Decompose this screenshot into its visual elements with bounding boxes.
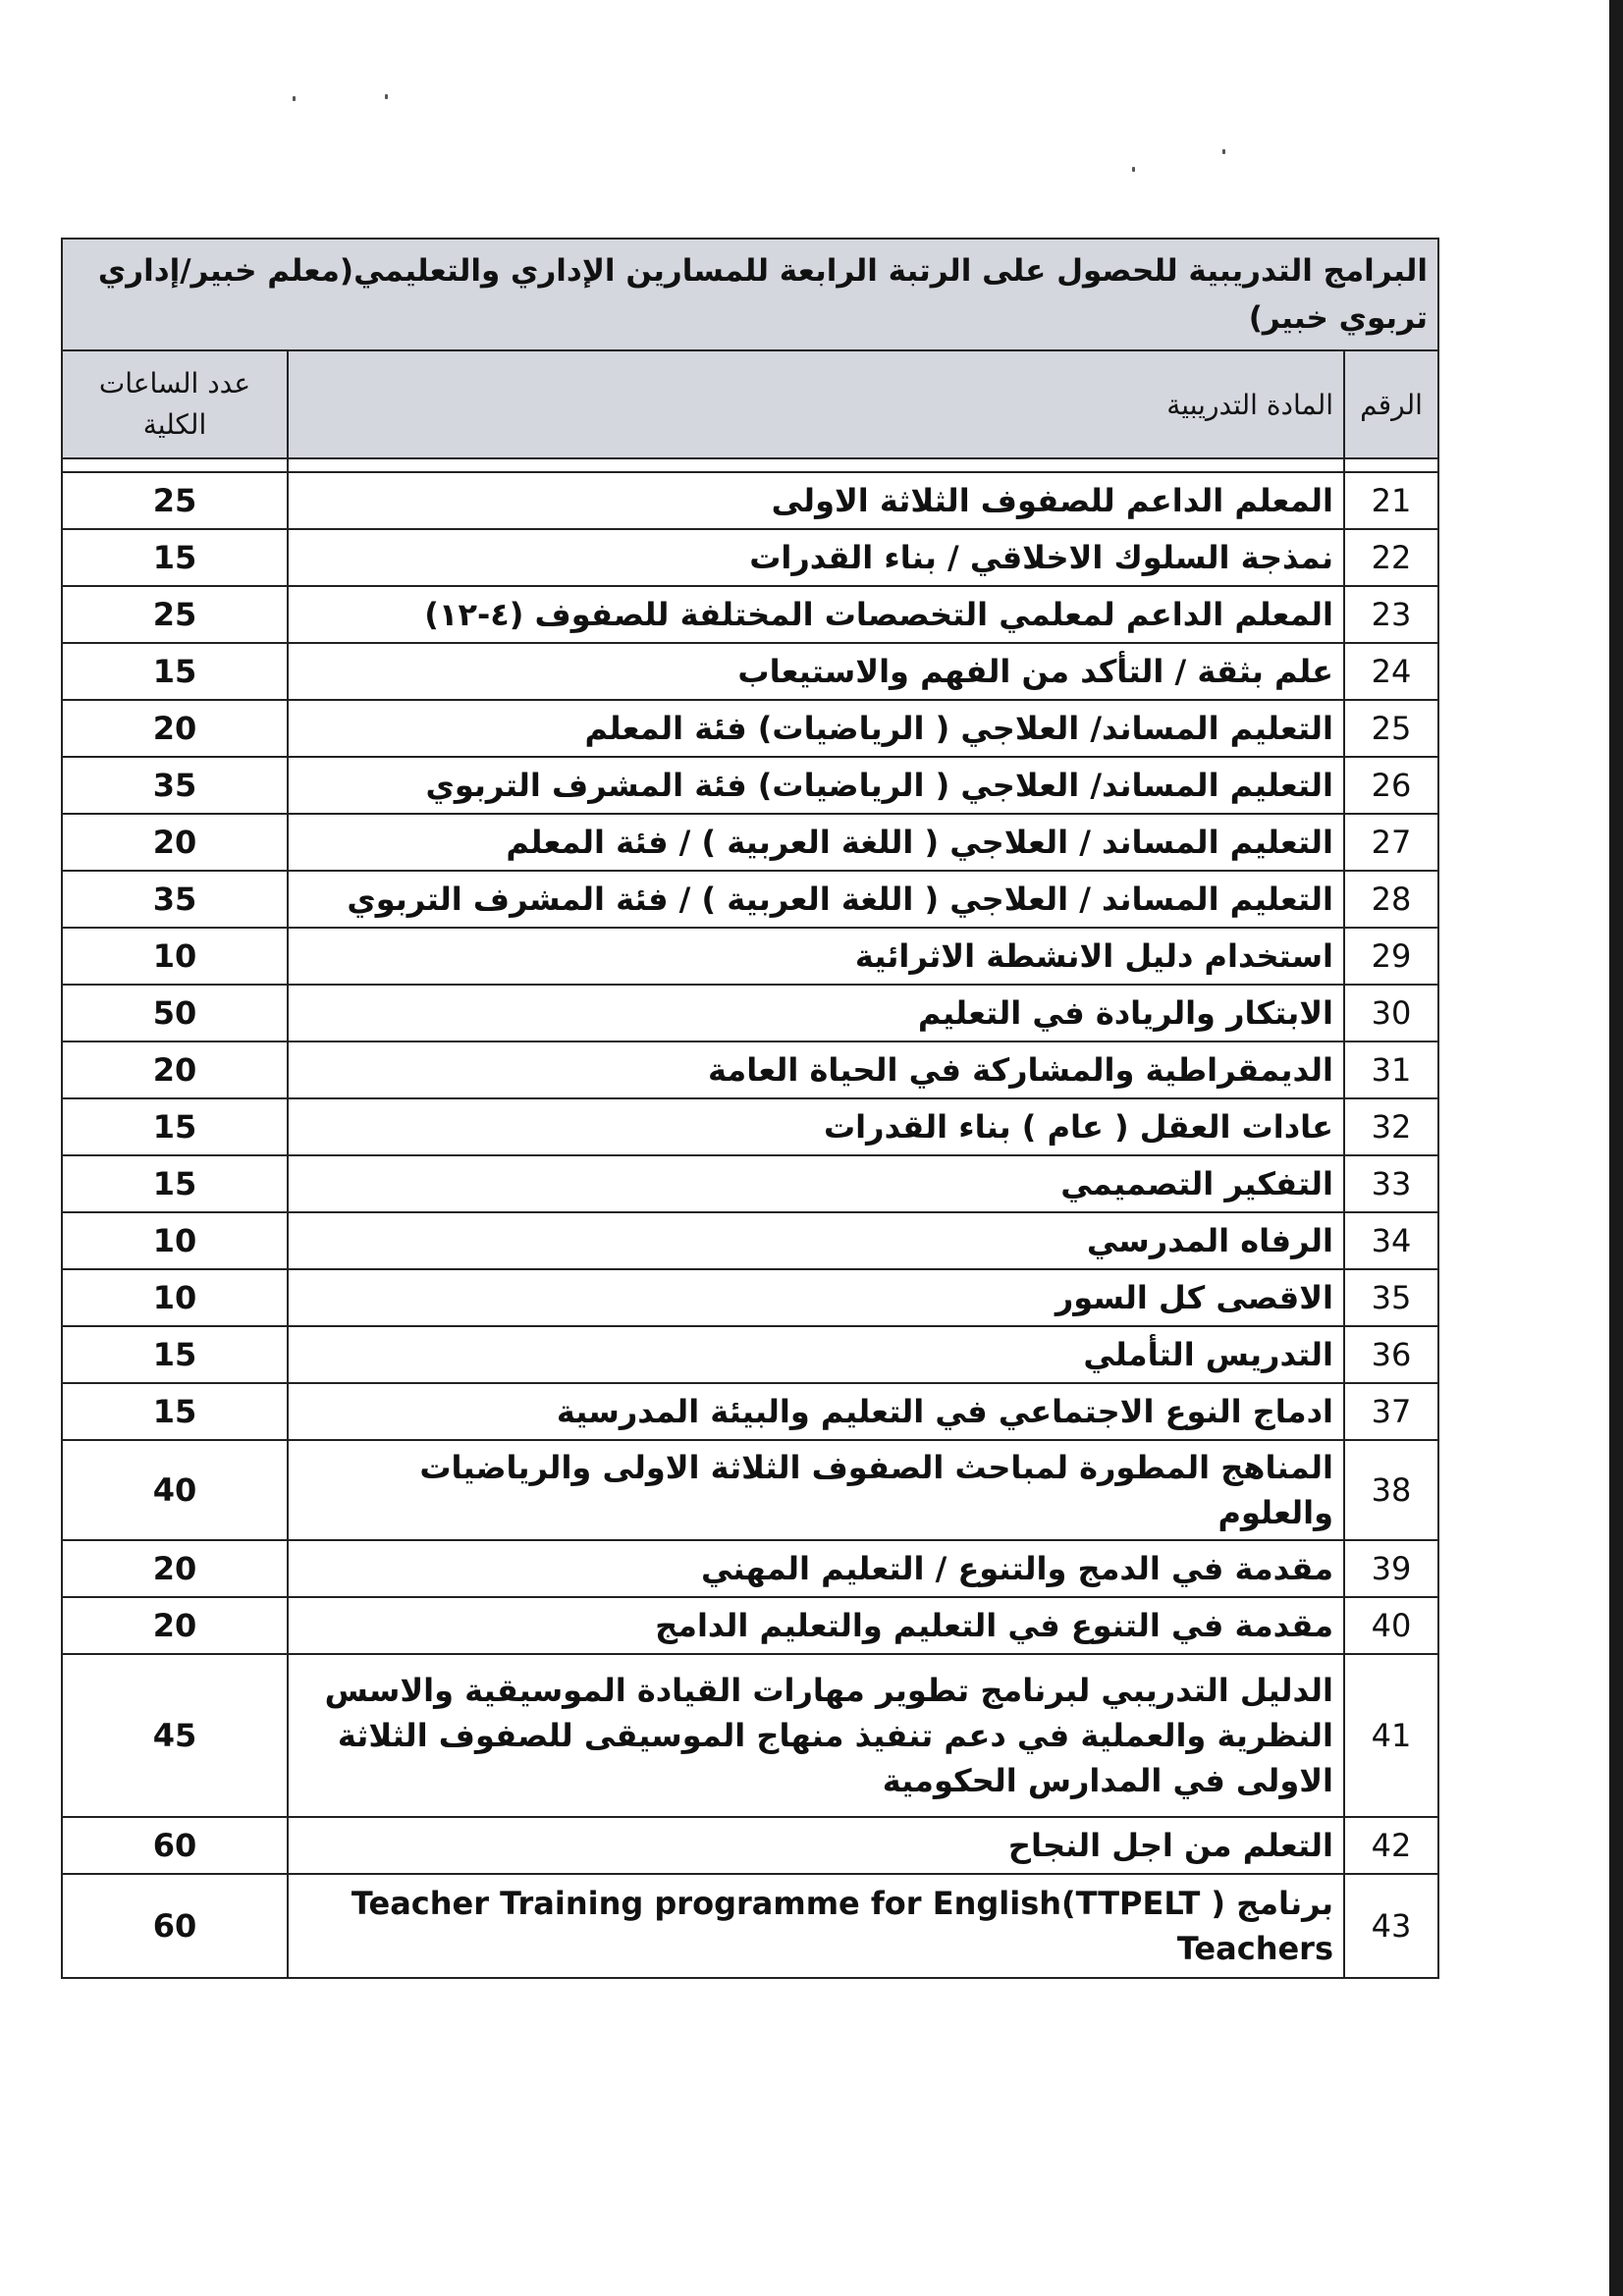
row-subject: برنامج ( Teacher Training programme for English(TTPELT Teachers [288, 1874, 1344, 1978]
row-hours: 20 [62, 1041, 288, 1098]
table-row [62, 1383, 1438, 1440]
row-number: 21 [1344, 472, 1438, 529]
row-hours: 40 [62, 1440, 288, 1540]
row-subject: التعليم المساند/ العلاجي ( الرياضيات) فئة المشرف التربوي [288, 757, 1344, 814]
row-number: 30 [1344, 985, 1438, 1041]
row-number: 42 [1344, 1817, 1438, 1874]
row-subject: مقدمة في التنوع في التعليم والتعليم الدامج [288, 1597, 1344, 1654]
row-subject: التدريس التأملي [288, 1326, 1344, 1383]
row-hours: 10 [62, 928, 288, 985]
row-number: 26 [1344, 757, 1438, 814]
column-header-subject: المادة التدريبية [288, 350, 1344, 458]
table-row [62, 757, 1438, 814]
row-number: 35 [1344, 1269, 1438, 1326]
row-number: 27 [1344, 814, 1438, 871]
table-title: البرامج التدريبية للحصول على الرتبة الرابعة للمسارين الإداري والتعليمي(معلم خبير/إداري تربوي خبير) [62, 239, 1438, 350]
row-hours: 10 [62, 1212, 288, 1269]
row-subject: عادات العقل ( عام ) بناء القدرات [288, 1098, 1344, 1155]
training-programs-sheet [61, 238, 1437, 1979]
row-number: 40 [1344, 1597, 1438, 1654]
row-subject: الابتكار والريادة في التعليم [288, 985, 1344, 1041]
row-hours: 50 [62, 985, 288, 1041]
table-row [62, 1440, 1438, 1540]
row-subject: مقدمة في الدمج والتنوع / التعليم المهني [288, 1540, 1344, 1597]
column-header-hours: عدد الساعات الكلية [62, 350, 288, 458]
row-subject: الديمقراطية والمشاركة في الحياة العامة [288, 1041, 1344, 1098]
table-row [62, 985, 1438, 1041]
row-number: 39 [1344, 1540, 1438, 1597]
table-row [62, 814, 1438, 871]
row-subject: التفكير التصميمي [288, 1155, 1344, 1212]
header-row [62, 350, 1438, 458]
row-number: 36 [1344, 1326, 1438, 1383]
row-subject: ادماج النوع الاجتماعي في التعليم والبيئة المدرسية [288, 1383, 1344, 1440]
row-subject: التعلم من اجل النجاح [288, 1817, 1344, 1874]
table-row [62, 1098, 1438, 1155]
scan-speck [385, 94, 388, 99]
row-number: 28 [1344, 871, 1438, 928]
table-row [62, 1597, 1438, 1654]
row-hours: 15 [62, 1155, 288, 1212]
row-subject: استخدام دليل الانشطة الاثرائية [288, 928, 1344, 985]
table-row [62, 1041, 1438, 1098]
table-row [62, 700, 1438, 757]
column-header-number: الرقم [1344, 350, 1438, 458]
row-subject: التعليم المساند / العلاجي ( اللغة العربية ) / فئة المعلم [288, 814, 1344, 871]
training-programs-table [61, 238, 1439, 1979]
row-subject: نمذجة السلوك الاخلاقي / بناء القدرات [288, 529, 1344, 586]
row-number: 23 [1344, 586, 1438, 643]
table-row [62, 1540, 1438, 1597]
table-row [62, 586, 1438, 643]
row-hours: 60 [62, 1817, 288, 1874]
row-number: 43 [1344, 1874, 1438, 1978]
row-hours: 20 [62, 700, 288, 757]
row-hours: 15 [62, 1326, 288, 1383]
table-row [62, 472, 1438, 529]
row-number: 37 [1344, 1383, 1438, 1440]
row-hours: 10 [62, 1269, 288, 1326]
table-row [62, 1654, 1438, 1817]
table-row [62, 1326, 1438, 1383]
table-row [62, 1212, 1438, 1269]
row-hours: 35 [62, 757, 288, 814]
scan-edge [1609, 0, 1623, 2296]
row-hours: 20 [62, 814, 288, 871]
row-subject: الرفاه المدرسي [288, 1212, 1344, 1269]
row-subject: علم بثقة / التأكد من الفهم والاستيعاب [288, 643, 1344, 700]
scan-speck [1222, 149, 1225, 154]
title-row [62, 239, 1438, 350]
table-row [62, 928, 1438, 985]
row-hours: 45 [62, 1654, 288, 1817]
row-number: 41 [1344, 1654, 1438, 1817]
row-subject: المعلم الداعم للصفوف الثلاثة الاولى [288, 472, 1344, 529]
row-number: 32 [1344, 1098, 1438, 1155]
header-gap [62, 458, 1438, 472]
row-hours: 15 [62, 1383, 288, 1440]
row-subject: التعليم المساند / العلاجي ( اللغة العربية ) / فئة المشرف التربوي [288, 871, 1344, 928]
table-row [62, 1269, 1438, 1326]
row-number: 24 [1344, 643, 1438, 700]
row-number: 29 [1344, 928, 1438, 985]
scan-speck [293, 96, 296, 101]
row-hours: 15 [62, 529, 288, 586]
row-number: 25 [1344, 700, 1438, 757]
row-number: 31 [1344, 1041, 1438, 1098]
table-row [62, 1155, 1438, 1212]
table-row [62, 1817, 1438, 1874]
row-subject: المناهج المطورة لمباحث الصفوف الثلاثة الاولى والرياضيات والعلوم [288, 1440, 1344, 1540]
scan-speck [1132, 167, 1135, 172]
row-hours: 15 [62, 1098, 288, 1155]
row-hours: 15 [62, 643, 288, 700]
row-number: 33 [1344, 1155, 1438, 1212]
row-hours: 60 [62, 1874, 288, 1978]
row-hours: 20 [62, 1597, 288, 1654]
row-hours: 25 [62, 586, 288, 643]
table-row [62, 529, 1438, 586]
row-number: 38 [1344, 1440, 1438, 1540]
row-hours: 35 [62, 871, 288, 928]
row-subject: المعلم الداعم لمعلمي التخصصات المختلفة للصفوف (٤-١٢) [288, 586, 1344, 643]
table-row [62, 871, 1438, 928]
table-row [62, 643, 1438, 700]
row-subject: الاقصى كل السور [288, 1269, 1344, 1326]
row-hours: 25 [62, 472, 288, 529]
row-number: 34 [1344, 1212, 1438, 1269]
row-subject: الدليل التدريبي لبرنامج تطوير مهارات القيادة الموسيقية والاسس النظرية والعملية في دعم تنفيذ منهاج الموسيقى للصفوف الثلاثة الاولى في المدارس الحكومية [288, 1654, 1344, 1817]
row-number: 22 [1344, 529, 1438, 586]
row-hours: 20 [62, 1540, 288, 1597]
row-subject: التعليم المساند/ العلاجي ( الرياضيات) فئة المعلم [288, 700, 1344, 757]
table-row [62, 1874, 1438, 1978]
